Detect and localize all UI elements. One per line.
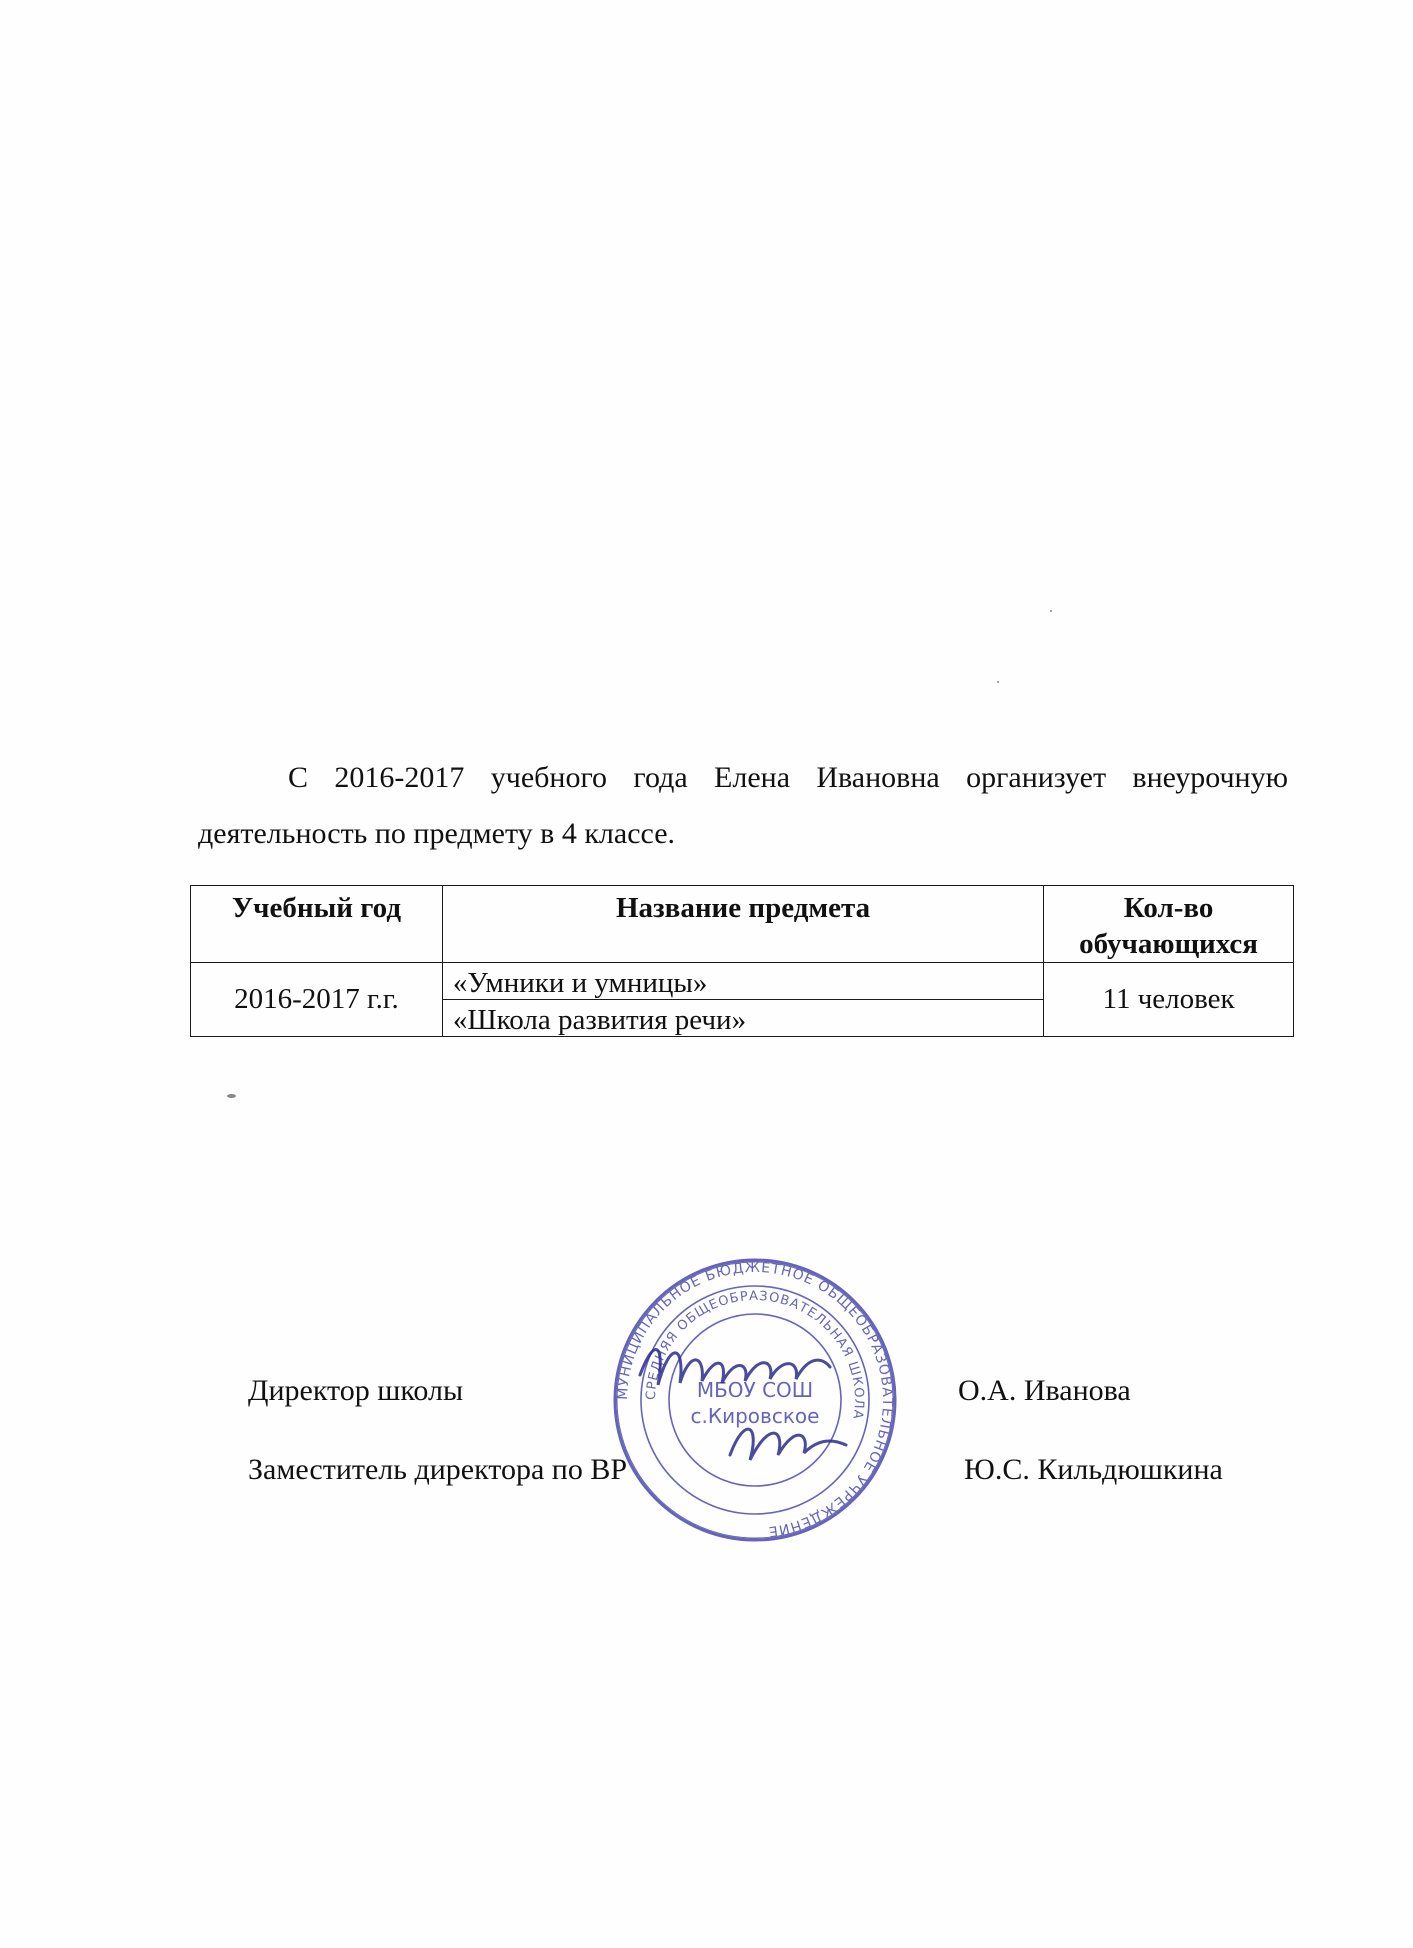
subject-cell: «Умники и умницы» [442, 963, 1043, 1000]
subjects-table [190, 885, 1294, 1037]
table-header-row [191, 886, 1294, 963]
director-name: О.А. Иванова [958, 1374, 1131, 1407]
header-count-line2: обучающихся [1079, 928, 1258, 960]
stamp-center-line2: с.Кировское [690, 1404, 820, 1428]
scan-speck [227, 1094, 236, 1098]
header-count-line1: Кол-во [1123, 892, 1214, 924]
deputy-role: Заместитель директора по ВР [248, 1453, 628, 1486]
header-count [1044, 886, 1294, 963]
scan-speck [1050, 610, 1052, 612]
paragraph-text: С 2016-2017 учебного года Елена Ивановна организует внеурочную деятельность по предмету в 4 классе. [198, 761, 1288, 850]
count-cell: 11 человек [1044, 963, 1294, 1037]
school-seal-stamp [610, 1255, 900, 1545]
body-paragraph [198, 750, 1288, 862]
year-cell: 2016-2017 г.г. [191, 963, 443, 1037]
deputy-name: Ю.С. Кильдюшкина [964, 1453, 1223, 1486]
stamp-inner-text: СРЕДНЯЯ ОБЩЕОБРАЗОВАТЕЛЬНАЯ ШКОЛА [643, 1288, 867, 1421]
director-role: Директор школы [248, 1374, 464, 1407]
stamp-outer-text: МУНИЦИПАЛЬНОЕ БЮДЖЕТНОЕ ОБЩЕОБРАЗОВАТЕЛЬНОЕ УЧРЕЖДЕНИЕ [614, 1259, 896, 1540]
table-row [191, 963, 1294, 1000]
scan-speck [997, 681, 999, 683]
stamp-center-line1: МБОУ СОШ [696, 1378, 814, 1402]
header-subject: Название предмета [442, 886, 1043, 963]
subject-cell: «Школа развития речи» [442, 1000, 1043, 1037]
stamp-ink-group [615, 1260, 895, 1540]
header-year: Учебный год [191, 886, 443, 963]
